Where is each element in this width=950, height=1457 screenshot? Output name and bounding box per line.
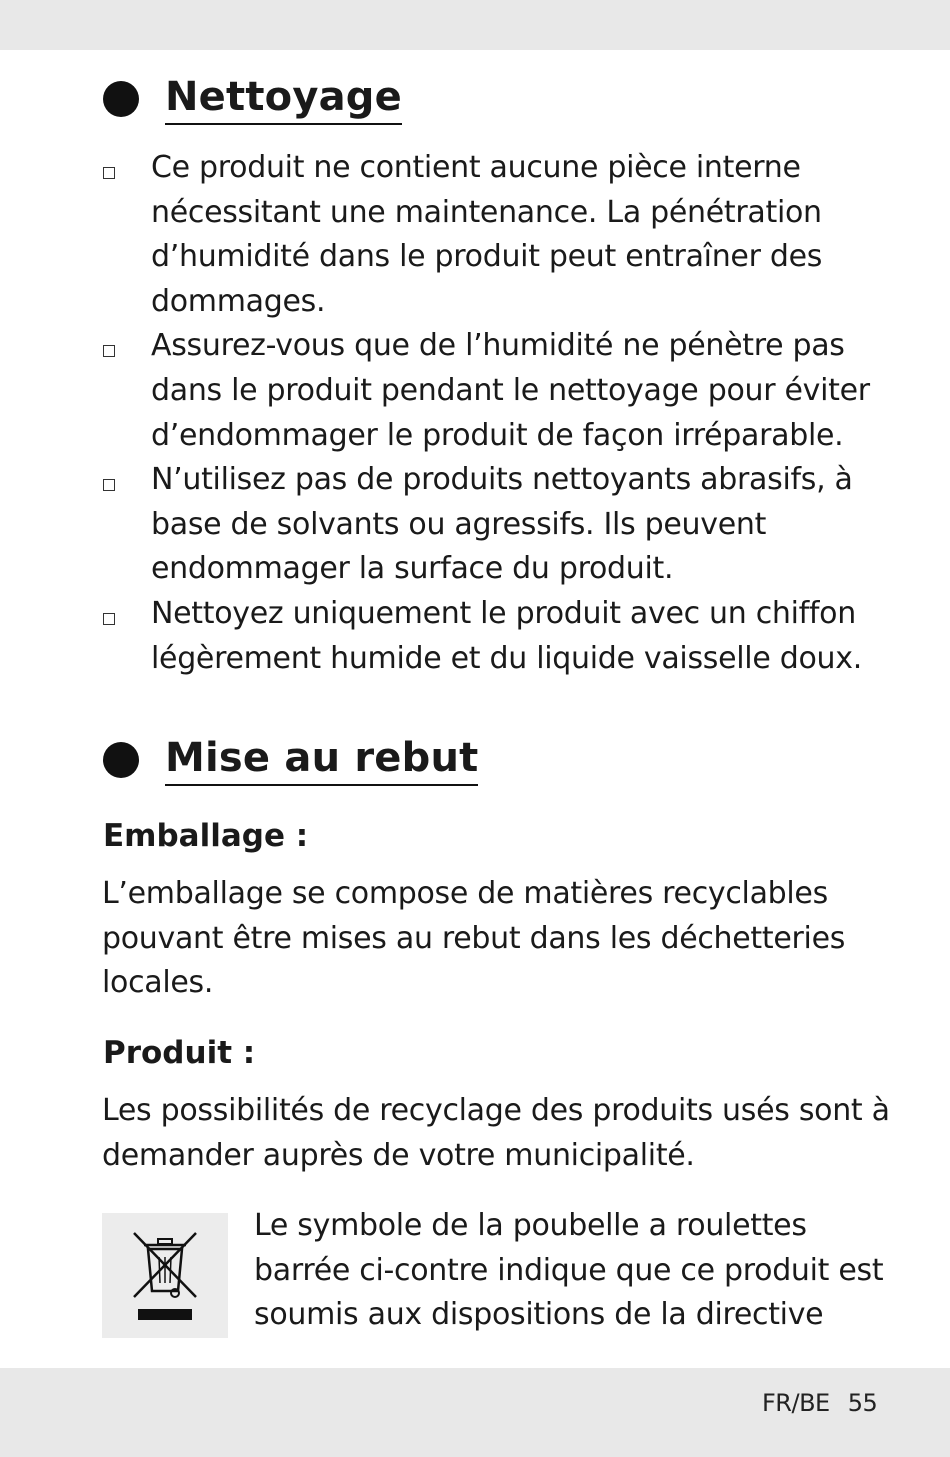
cleaning-title: Nettoyage [165,72,402,125]
checkbox-bullet-icon [103,613,115,625]
packaging-heading: Emballage : [103,818,309,854]
product-heading: Produit : [103,1035,256,1071]
checkbox-bullet-icon [103,479,115,491]
list-item [100,458,900,592]
page-footer [762,1385,877,1421]
cleaning-heading [103,72,402,125]
list-item-text: Ce produit ne contient aucune pièce interne nécessitant une maintenance. La pénétration d’humidité dans le produit peut entraîner des dommages. [151,150,823,319]
crossed-out-wheelie-bin-icon [102,1213,228,1338]
list-item [100,592,900,681]
disposal-heading [103,733,478,786]
list-item [100,146,900,324]
page-number: 55 [847,1389,878,1417]
heading-bullet-icon [103,81,139,117]
weee-text: Le symbole de la poubelle a roulettes barrée ci-contre indique que ce produit est soumis aux dispositions de la directive [254,1208,884,1333]
checkbox-bullet-icon [103,345,115,357]
list-item-text: Nettoyez uniquement le produit avec un chiffon légèrement humide et du liquide vaisselle doux. [151,595,862,676]
list-item-text: Assurez-vous que de l’humidité ne pénètre pas dans le produit pendant le nettoyage pour éviter d’endommager le produit de façon irréparable. [151,328,870,453]
heading-bullet-icon [103,742,139,778]
cleaning-list [100,146,900,681]
product-text: Les possibilités de recyclage des produits usés sont à demander auprès de votre municipalité. [102,1093,890,1173]
packaging-text: L’emballage se compose de matières recyclables pouvant être mises au rebut dans les déchetteries locales. [102,876,846,1001]
list-item [100,324,900,458]
top-margin-band [0,0,950,50]
footer-locale: FR/BE [762,1389,830,1417]
weee-symbol-box [102,1213,228,1338]
disposal-title: Mise au rebut [165,733,478,786]
list-item-text: N’utilisez pas de produits nettoyants abrasifs, à base de solvants ou agressifs. Ils peuvent endommager la surface du produit. [151,462,853,587]
checkbox-bullet-icon [103,167,115,179]
